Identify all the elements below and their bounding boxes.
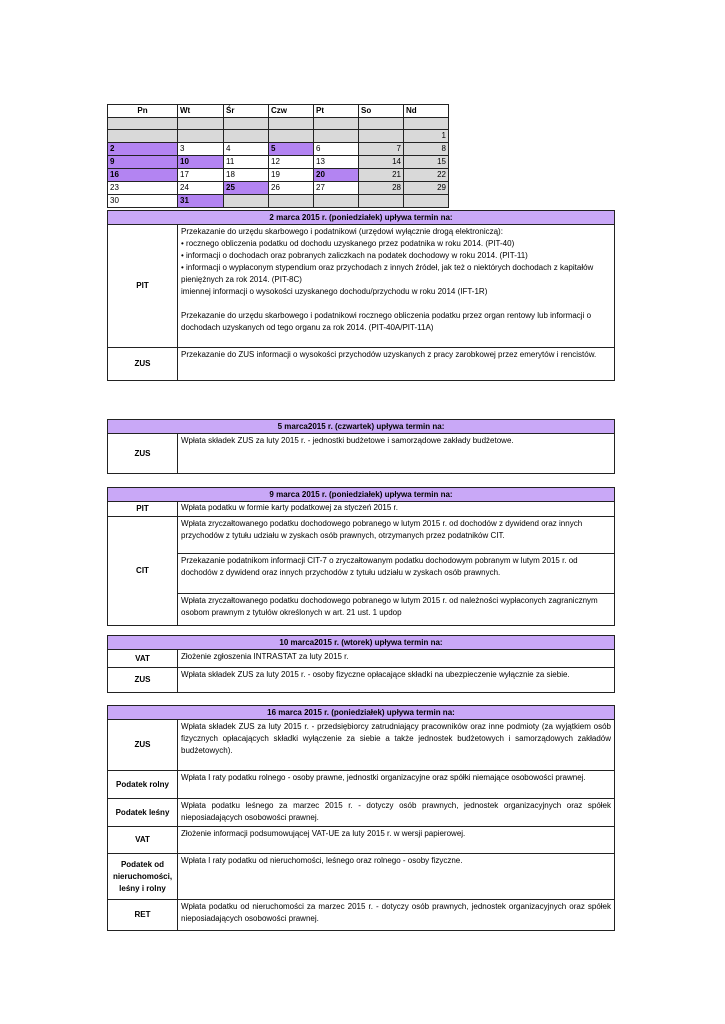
calendar-day-cell <box>359 195 404 208</box>
calendar-day-deadline: 10 <box>178 156 224 169</box>
calendar-header-pn: Pn <box>108 105 178 118</box>
calendar-header-row <box>108 105 449 118</box>
calendar-day-cell <box>108 130 178 143</box>
deadline-block-march-5 <box>107 419 615 474</box>
deadline-description: Wpłata zryczałtowanego podatku dochodowego pobranego w lutym 2015 r. od dochodów z dywidend oraz innych przychodów z tytułu udziału w zyskach osób prawnych, otrzymanych przez podatników CIT. <box>178 517 614 554</box>
calendar-day-cell <box>359 118 404 130</box>
tax-type-label: Podatek od nieruchomości, leśny i rolny <box>108 854 178 899</box>
calendar-day-cell: 8 <box>404 143 449 156</box>
calendar-day-cell <box>224 195 269 208</box>
calendar-week-row <box>108 169 449 182</box>
calendar-day-cell: 27 <box>314 182 359 195</box>
deadline-line: Przekazanie do urzędu skarbowego i podatnikowi (urzędowi wyłącznie drogą elektroniczą): <box>181 227 503 236</box>
calendar-day-cell <box>178 130 224 143</box>
tax-type-label: Podatek leśny <box>108 799 178 826</box>
deadline-row-cit <box>108 517 614 625</box>
calendar-day-cell: 15 <box>404 156 449 169</box>
deadline-row-zus <box>108 434 614 473</box>
calendar-day-cell <box>224 118 269 130</box>
deadline-line: • rocznego obliczenia podatku od dochodu uzyskanego przez podatnika w roku 2014. (PIT-40) <box>181 239 515 248</box>
calendar-day-cell: 26 <box>269 182 314 195</box>
deadline-row-zus <box>108 668 614 692</box>
calendar-day-deadline: 2 <box>108 143 178 156</box>
tax-type-label: PIT <box>108 225 178 347</box>
deadline-row-vat <box>108 827 614 854</box>
tax-type-label: RET <box>108 900 178 930</box>
calendar-day-cell: 19 <box>269 169 314 182</box>
calendar-day-cell: 22 <box>404 169 449 182</box>
calendar-day-cell: 7 <box>359 143 404 156</box>
calendar-header-wt: Wt <box>178 105 224 118</box>
deadline-line: imiennej informacji o wysokości uzyskanego dochodu/przychodu w roku 2014 (IFT-1R) <box>181 287 488 296</box>
calendar-day-cell <box>404 195 449 208</box>
tax-type-label: VAT <box>108 650 178 667</box>
calendar-day-cell: 14 <box>359 156 404 169</box>
calendar-header-czw: Czw <box>269 105 314 118</box>
deadline-block-march-10 <box>107 635 615 693</box>
calendar-header-so: So <box>359 105 404 118</box>
tax-type-label: Podatek rolny <box>108 771 178 798</box>
calendar-week-row <box>108 182 449 195</box>
calendar-day-cell <box>359 130 404 143</box>
deadline-row-vat <box>108 650 614 668</box>
calendar-day-cell: 11 <box>224 156 269 169</box>
deadline-row-ret <box>108 900 614 930</box>
deadline-description: Przekazanie do ZUS informacji o wysokości przychodów uzyskanych z pracy zarobkowej przez emerytów i rencistów. <box>181 350 597 359</box>
deadline-description: Wpłata podatku od nieruchomości za marzec 2015 r. - dotyczy osób prawnych, jednostek organizacyjnych oraz spółek nieposiadających osobowości prawnej. <box>181 902 611 923</box>
calendar-day-cell: 29 <box>404 182 449 195</box>
tax-type-label: ZUS <box>108 434 178 473</box>
calendar-day-cell <box>269 118 314 130</box>
deadline-line: • informacji o dochodach oraz pobranych zaliczkach na podatek dochodowy w roku 2014. (PIT-11) <box>181 251 528 260</box>
deadline-description: Przekazanie podatnikom informacji CIT-7 o zryczałtowanym podatku dochodowym pobranym w lutym 2015 r. od dochodów z dywidend oraz innych przychodów z tytułu udziału w zyskach osób prawnych. <box>178 554 614 594</box>
deadline-block-header: 5 marca2015 r. (czwartek) upływa termin na: <box>108 420 614 434</box>
deadline-description: Wpłata podatku leśnego za marzec 2015 r. - dotyczy osób prawnych, jednostek organizacyjnych oraz spółek nieposiadających osobowości prawnej. <box>181 801 611 822</box>
calendar-day-cell <box>314 130 359 143</box>
deadline-row-podatek-lesny <box>108 799 614 827</box>
deadline-row-zus <box>108 348 614 380</box>
calendar-day-cell: 17 <box>178 169 224 182</box>
deadline-row-pit <box>108 225 614 348</box>
calendar-day-deadline: 16 <box>108 169 178 182</box>
calendar-day-cell <box>269 130 314 143</box>
calendar-day-cell: 1 <box>404 130 449 143</box>
calendar-day-cell <box>178 118 224 130</box>
tax-type-label: ZUS <box>108 720 178 770</box>
deadline-line: Przekazanie do urzędu skarbowego i podatnikowi rocznego obliczenia podatku przez organ rentowy lub informacji o dochodach uzyskanych od tego organu za rok 2014. (PIT-40A/PIT-11A) <box>181 311 592 332</box>
deadline-description: Złożenie zgłoszenia INTRASTAT za luty 2015 r. <box>181 652 349 661</box>
deadline-row-podatek-rolny <box>108 771 614 799</box>
calendar-day-cell: 3 <box>178 143 224 156</box>
deadline-description: Złożenie informacji podsumowującej VAT-UE za luty 2015 r. w wersji papierowej. <box>181 829 466 838</box>
calendar-week-row <box>108 143 449 156</box>
calendar-header-sr: Śr <box>224 105 269 118</box>
calendar-day-deadline: 25 <box>224 182 269 195</box>
deadline-block-header: 2 marca 2015 r. (poniedziałek) upływa termin na: <box>108 211 614 225</box>
calendar-day-cell: 18 <box>224 169 269 182</box>
deadline-description: Wpłata zryczałtowanego podatku dochodowego pobranego w lutym 2015 r. od należności wypłaconych zagranicznym osobom prawnym z tytułów określonych w art. 21 ust. 1 updop <box>181 596 598 617</box>
deadline-row-pit <box>108 502 614 517</box>
deadline-block-march-2 <box>107 210 615 381</box>
deadline-row-podatek-od-nieruchomosci <box>108 854 614 900</box>
deadline-row-zus <box>108 720 614 771</box>
deadline-block-header: 16 marca 2015 r. (poniedziałek) upływa termin na: <box>108 706 614 720</box>
calendar-day-deadline: 5 <box>269 143 314 156</box>
calendar-day-cell: 13 <box>314 156 359 169</box>
calendar-week-row <box>108 118 449 130</box>
calendar-header-pt: Pt <box>314 105 359 118</box>
calendar-day-cell <box>314 118 359 130</box>
calendar-day-deadline: 9 <box>108 156 178 169</box>
calendar-day-cell: 12 <box>269 156 314 169</box>
deadline-description: Wpłata składek ZUS za luty 2015 r. - jednostki budżetowe i samorządowe zakłady budżetowe. <box>181 436 514 445</box>
tax-type-label: CIT <box>108 517 178 625</box>
deadline-block-march-16 <box>107 705 615 931</box>
deadline-line: • informacji o wypłaconym stypendium oraz przychodach z innych źródeł, jak też o niektórych dochodach z kapitałów pieniężnych za rok 2014. (PIT-8C) <box>181 263 594 284</box>
calendar-day-cell: 21 <box>359 169 404 182</box>
calendar-day-deadline: 20 <box>314 169 359 182</box>
deadline-block-header: 9 marca 2015 r. (poniedziałek) upływa termin na: <box>108 488 614 502</box>
calendar-day-cell <box>108 118 178 130</box>
calendar-day-cell: 28 <box>359 182 404 195</box>
calendar-header-nd: Nd <box>404 105 449 118</box>
deadline-description: Wpłata składek ZUS za luty 2015 r. - przedsiębiorcy zatrudniający pracowników oraz inne podmioty (za wyjątkiem osób fizycznych opłacających składki wyłączenie za siebie a także jednostek budżetowych i samorządowych zakładów budżetowych). <box>181 722 611 755</box>
tax-type-label: VAT <box>108 827 178 853</box>
calendar-day-cell <box>224 130 269 143</box>
tax-type-label: ZUS <box>108 668 178 692</box>
calendar-day-cell <box>269 195 314 208</box>
deadline-description: Wpłata I raty podatku rolnego - osoby prawne, jednostki organizacyjne oraz spółki niemające osobowości prawnej. <box>181 773 586 782</box>
calendar-day-cell: 23 <box>108 182 178 195</box>
calendar-day-cell <box>314 195 359 208</box>
calendar-day-deadline: 31 <box>178 195 224 208</box>
deadline-block-header: 10 marca2015 r. (wtorek) upływa termin na: <box>108 636 614 650</box>
march-2015-calendar <box>107 104 449 208</box>
tax-type-label: ZUS <box>108 348 178 380</box>
calendar-week-row <box>108 130 449 143</box>
deadline-block-march-9 <box>107 487 615 626</box>
deadline-description: Wpłata I raty podatku od nieruchomości, leśnego oraz rolnego - osoby fizyczne. <box>181 856 463 865</box>
calendar-week-row <box>108 156 449 169</box>
deadline-description: Wpłata składek ZUS za luty 2015 r. - osoby fizyczne opłacające składki na ubezpieczenie wyłącznie za siebie. <box>181 670 570 679</box>
calendar-day-cell: 6 <box>314 143 359 156</box>
calendar-day-cell <box>404 118 449 130</box>
tax-type-label: PIT <box>108 502 178 516</box>
calendar-day-cell: 30 <box>108 195 178 208</box>
calendar-day-cell: 4 <box>224 143 269 156</box>
calendar-week-row <box>108 195 449 208</box>
calendar-day-cell: 24 <box>178 182 224 195</box>
deadline-description <box>178 225 614 335</box>
deadline-description: Wpłata podatku w formie karty podatkowej za styczeń 2015 r. <box>181 503 398 512</box>
